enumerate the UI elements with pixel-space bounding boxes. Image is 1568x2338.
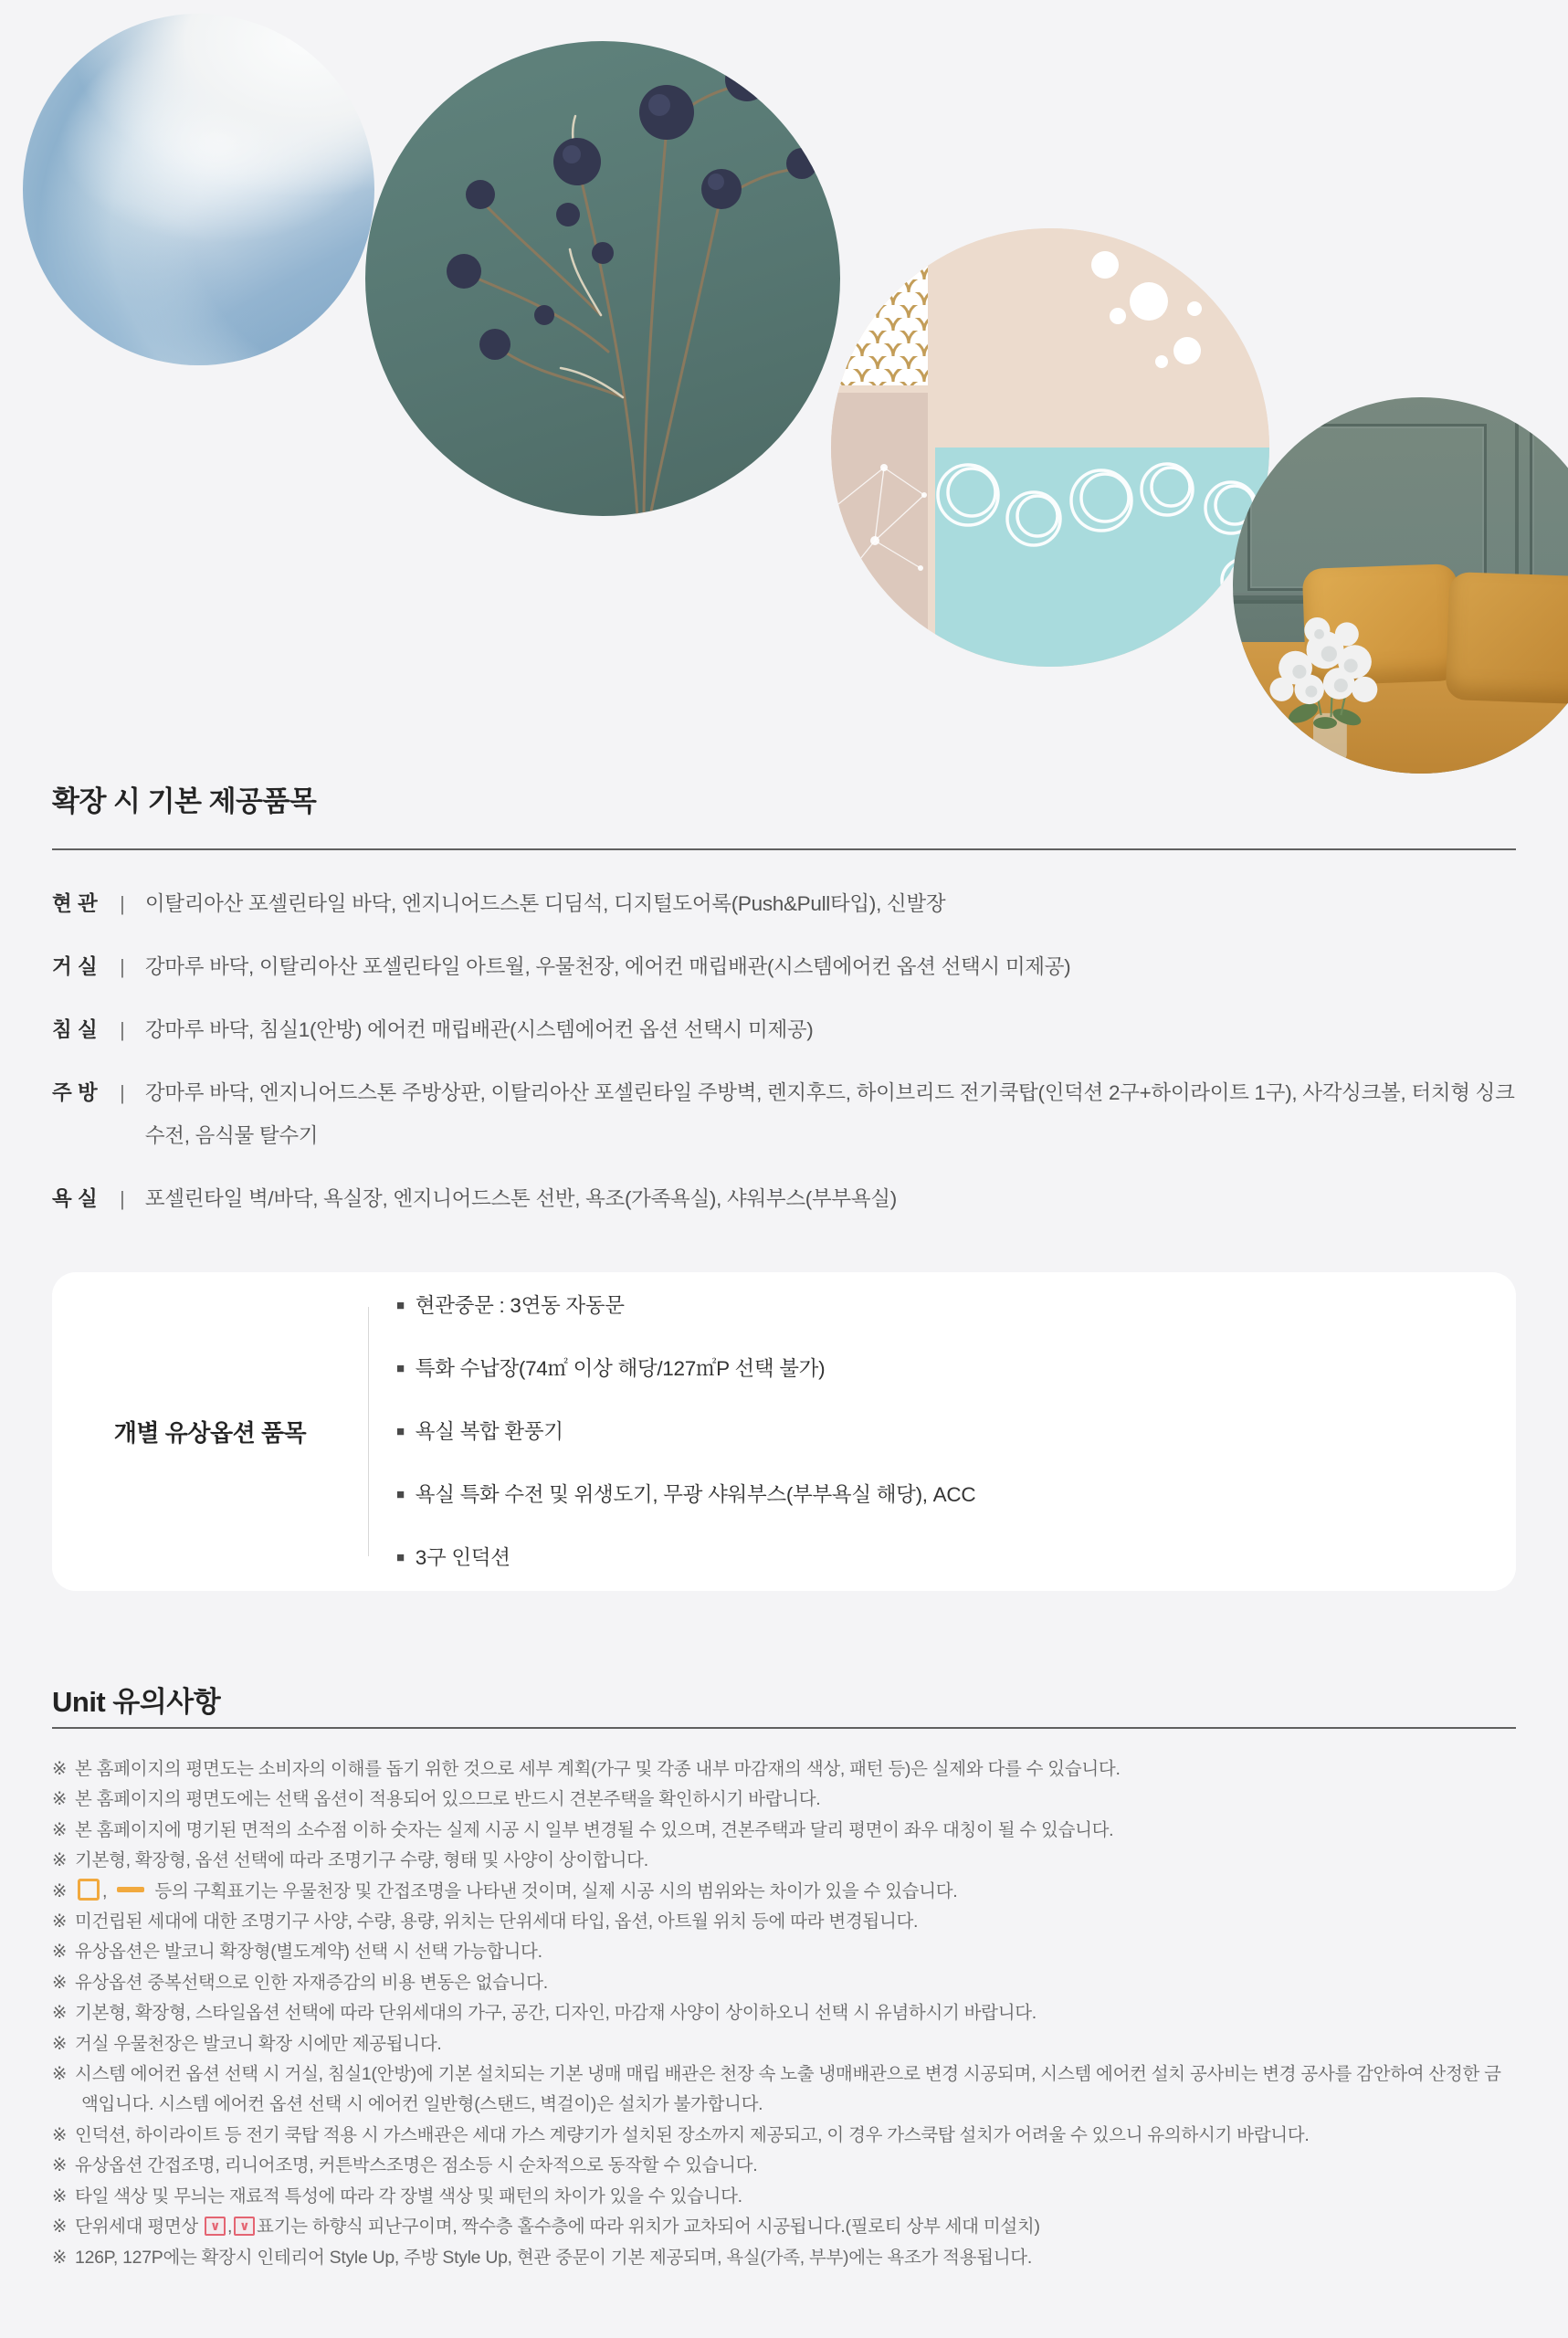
note-marker: ※ bbox=[52, 1942, 68, 1963]
paid-option-text: 욕실 특화 수전 및 위생도기, 무광 샤워부스(부부욕실 해당), ACC bbox=[415, 1483, 976, 1506]
escape-hatch-icon: ∨ bbox=[234, 2217, 255, 2236]
note-marker: ※ bbox=[52, 2217, 68, 2238]
wallpaper-pattern-illustration bbox=[831, 228, 1269, 667]
room-label: 현 관 bbox=[52, 892, 98, 915]
note-marker: ※ bbox=[52, 1759, 68, 1779]
decor-circle-sofa-interior-image bbox=[1233, 397, 1568, 774]
note-marker: ※ bbox=[52, 2185, 68, 2206]
note-line: ※ 본 홈페이지의 평면도에는 선택 옵션이 적용되어 있으므로 반드시 견본주택을 확인하시기 바랍니다. bbox=[52, 1789, 821, 1810]
paid-option-text: 특화 수납장(74㎡ 이상 해당/127㎡P 선택 불가) bbox=[415, 1357, 826, 1380]
note-line: ※ 126P, 127P에는 확장시 인테리어 Style Up, 주방 Style Up, 현관 중문이 기본 제공되며, 욕실(가족, 부부)에는 욕조가 적용됩니다. bbox=[52, 2247, 1032, 2268]
note-line: ※ 유상옵션 중복선택으로 인한 자재증감의 비용 변동은 없습니다. bbox=[52, 1972, 548, 1993]
room-separator: | bbox=[120, 1018, 125, 1041]
note-marker: ※ bbox=[52, 2155, 68, 2176]
room-label: 주 방 bbox=[52, 1081, 98, 1104]
paid-option-item bbox=[396, 1420, 1479, 1443]
square-bullet-icon: ■ bbox=[396, 1550, 405, 1565]
provided-row bbox=[52, 1071, 1516, 1157]
flower-bouquet-illustration bbox=[1252, 605, 1410, 766]
note-marker: ※ bbox=[52, 2033, 68, 2054]
provided-row bbox=[52, 945, 1516, 988]
square-bullet-icon: ■ bbox=[396, 1424, 405, 1439]
note-marker: ※ bbox=[52, 2247, 68, 2268]
room-separator: | bbox=[120, 892, 125, 915]
room-items-text: 강마루 바닥, 이탈리아산 포셀린타일 아트월, 우물천장, 에어컨 매립배관(시스템에어컨 옵션 선택시 미제공) bbox=[144, 955, 1071, 978]
note-line: ※ , 등의 구획표기는 우물천장 및 간접조명을 나타낸 것이며, 실제 시공 시의 범위와는 차이가 있을 수 있습니다. bbox=[52, 1877, 1516, 1907]
room-items-text: 이탈리아산 포셀린타일 바닥, 엔지니어드스톤 디딤석, 디지털도어록(Push&Pull타입), 신발장 bbox=[144, 892, 946, 915]
wall-panel-molding bbox=[1530, 424, 1568, 591]
escape-hatch-icon: ∨ bbox=[205, 2217, 226, 2236]
section-divider bbox=[52, 848, 1516, 850]
room-separator: | bbox=[120, 1187, 125, 1210]
note-line: ※ 본 홈페이지의 평면도는 소비자의 이해를 돕기 위한 것으로 세부 계획(가구 및 각종 내부 마감재의 색상, 패턴 등)은 실제와 다를 수 있습니다. bbox=[52, 1759, 1121, 1779]
note-marker: ※ bbox=[52, 2124, 68, 2145]
square-bullet-icon: ■ bbox=[396, 1298, 405, 1313]
note-marker: ※ bbox=[52, 1880, 68, 1901]
room-separator: | bbox=[120, 955, 125, 978]
room-label: 거 실 bbox=[52, 955, 98, 978]
room-items-text: 포셀린타일 벽/바닥, 욕실장, 엔지니어드스톤 선반, 욕조(가족욕실), 샤워부스(부부욕실) bbox=[144, 1187, 897, 1210]
decor-circle-wallpaper-collage-image bbox=[831, 228, 1269, 667]
decor-circle-dried-flower-image bbox=[365, 41, 840, 516]
dried-flower-illustration bbox=[365, 41, 840, 516]
paid-option-item bbox=[396, 1483, 1479, 1506]
paid-option-text: 현관중문 : 3연동 자동문 bbox=[415, 1294, 625, 1317]
room-items-text: 강마루 바닥, 침실1(안방) 에어컨 매립배관(시스템에어컨 옵션 선택시 미제공) bbox=[144, 1018, 814, 1041]
paid-options-card bbox=[52, 1272, 1516, 1591]
note-line: ※ 유상옵션 간접조명, 리니어조명, 커튼박스조명은 점소등 시 순차적으로 동작할 수 있습니다. bbox=[52, 2155, 758, 2176]
paid-option-item bbox=[396, 1546, 1479, 1569]
room-label: 침 실 bbox=[52, 1018, 98, 1041]
sofa-cushion bbox=[1445, 572, 1568, 705]
paid-options-list bbox=[369, 1294, 1516, 1569]
note-line: ※ 기본형, 확장형, 옵션 선택에 따라 조명기구 수량, 형태 및 사양이 상이합니다. bbox=[52, 1850, 648, 1871]
note-marker: ※ bbox=[52, 2003, 68, 2024]
room-separator: | bbox=[120, 1081, 125, 1104]
note-line: ※ 본 홈페이지에 명기된 면적의 소수점 이하 숫자는 실제 시공 시 일부 변경될 수 있으며, 견본주택과 달리 평면이 좌우 대칭이 될 수 있습니다. bbox=[52, 1819, 1114, 1840]
note-line: ※ 유상옵션은 발코니 확장형(별도계약) 선택 시 선택 가능합니다. bbox=[52, 1942, 542, 1963]
note-line: ※ 인덕션, 하이라이트 등 전기 쿡탑 적용 시 가스배관은 세대 가스 계량기가 설치된 장소까지 제공되고, 이 경우 가스쿡탑 설치가 어려울 수 있으니 유의하시기 바랍니다. bbox=[52, 2124, 1310, 2145]
plan-square-icon bbox=[78, 1879, 100, 1901]
paid-option-text: 3구 인덕션 bbox=[415, 1546, 510, 1569]
note-line: ※ 단위세대 평면상 ∨ , ∨ 표기는 하향식 피난구이며, 짝수층 홀수층에 따라 위치가 교차되어 시공됩니다.(필로티 상부 세대 미설치) bbox=[52, 2217, 1040, 2238]
plan-line-icon bbox=[117, 1887, 144, 1892]
note-line: ※ 타일 색상 및 무늬는 재료적 특성에 따라 각 장별 색상 및 패턴의 차이가 있을 수 있습니다. bbox=[52, 2185, 742, 2206]
note-marker: ※ bbox=[52, 1789, 68, 1810]
note-marker: ※ bbox=[52, 1850, 68, 1871]
paid-option-text: 욕실 복합 환풍기 bbox=[415, 1420, 563, 1443]
note-marker: ※ bbox=[52, 1819, 68, 1840]
note-marker: ※ bbox=[52, 1911, 68, 1933]
provided-row bbox=[52, 1008, 1516, 1051]
provided-row bbox=[52, 1177, 1516, 1220]
note-line: ※ 기본형, 확장형, 스타일옵션 선택에 따라 단위세대의 가구, 공간, 디자인, 마감재 사양이 상이하오니 선택 시 유념하시기 바랍니다. bbox=[52, 2003, 1037, 2024]
room-items-text: 강마루 바닥, 엔지니어드스톤 주방상판, 이탈리아산 포셀린타일 주방벽, 렌지후드, 하이브리드 전기쿡탑(인덕션 2구+하이라이트 1구), 사각싱크볼, 터치형 싱크수전, 음식물 탈수기 bbox=[144, 1081, 1515, 1147]
note-line: ※ 미건립된 세대에 대한 조명기구 사양, 수량, 용량, 위치는 단위세대 타입, 옵션, 아트월 위치 등에 따라 변경됩니다. bbox=[52, 1911, 919, 1933]
provided-items-title: 확장 시 기본 제공품목 bbox=[52, 785, 317, 817]
square-bullet-icon: ■ bbox=[396, 1487, 405, 1502]
section-divider bbox=[52, 1727, 1516, 1729]
decor-circle-silk-fabric-image bbox=[23, 14, 374, 365]
unit-notes-list bbox=[52, 1754, 1516, 2273]
note-marker: ※ bbox=[52, 2064, 68, 2085]
paid-option-item bbox=[396, 1294, 1479, 1317]
note-line: ※ 거실 우물천장은 발코니 확장 시에만 제공됩니다. bbox=[52, 2033, 442, 2054]
provided-row bbox=[52, 882, 1516, 925]
note-marker: ※ bbox=[52, 1972, 68, 1993]
paid-option-item bbox=[396, 1357, 1479, 1380]
note-line: ※ 시스템 에어컨 옵션 선택 시 거실, 침실1(안방)에 기본 설치되는 기본 냉매 매립 배관은 천장 속 노출 냉매배관으로 변경 시공되며, 시스템 에어컨 설치 공사비는 변경 공사를 감안하여 산정한 금액입니다. 시스템 에어컨 옵션 선택 시 에어컨 일반형(스탠드, 벽걸이)은 설치가 불가합니다. bbox=[52, 2064, 1501, 2115]
square-bullet-icon: ■ bbox=[396, 1361, 405, 1376]
room-label: 욕 실 bbox=[52, 1187, 98, 1210]
unit-notes-title: Unit 유의사항 bbox=[52, 1686, 221, 1718]
paid-options-label: 개별 유상옵션 품목 bbox=[113, 1419, 307, 1447]
provided-items-list bbox=[52, 882, 1516, 1220]
